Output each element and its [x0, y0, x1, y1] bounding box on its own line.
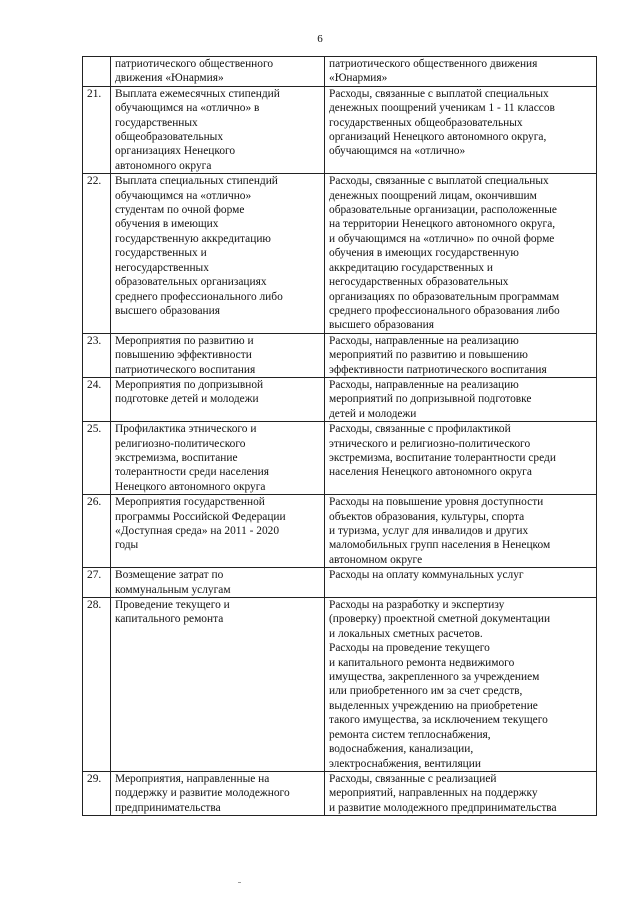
expense-description-line: мероприятий по развитию и повышению — [329, 349, 528, 362]
row-number-cell — [83, 333, 111, 377]
table-row — [83, 422, 597, 495]
item-name-line: обучающимся на «отлично» в — [115, 102, 260, 115]
expense-description-line: Расходы на проведение текущего — [329, 642, 490, 655]
item-name-line: высшего образования — [115, 304, 220, 317]
row-number: 27. — [87, 569, 102, 582]
expense-description-line: организаций Ненецкого автономного округа, — [329, 131, 547, 144]
expense-description-cell — [325, 57, 597, 87]
expense-description-line: и капитального ремонта недвижимого — [329, 656, 515, 669]
item-name-line: Мероприятия по допризывной — [115, 378, 264, 391]
expense-description-cell — [325, 568, 597, 598]
expense-description-cell — [325, 377, 597, 421]
expense-description-line: денежных поощрений ученикам 1 - 11 классов — [329, 102, 555, 115]
table-row — [83, 495, 597, 568]
expense-description-line: на территории Ненецкого автономного округа, — [329, 218, 556, 231]
expense-description-line: «Юнармия» — [329, 72, 388, 85]
expense-description-line: такого имущества, за исключением текущего — [329, 714, 548, 727]
row-number-cell — [83, 57, 111, 87]
table-row — [83, 174, 597, 333]
item-name-line: патриотического общественного — [115, 58, 274, 70]
item-name-cell — [111, 495, 325, 568]
expense-description-line: выделенных учреждению на приобретение — [329, 699, 538, 712]
item-name-line: среднего профессионального либо — [115, 290, 283, 303]
row-number: 23. — [87, 334, 102, 347]
row-number-cell — [83, 568, 111, 598]
expense-description-line: Расходы, связанные с профилактикой — [329, 423, 511, 436]
row-number-cell — [83, 771, 111, 815]
item-name-line: капитального ремонта — [115, 613, 224, 626]
expense-description-line: негосударственных образовательных — [329, 276, 509, 289]
expense-description-line: аккредитацию государственных и — [329, 261, 494, 274]
expense-description-line: Расходы на оплату коммунальных услуг — [329, 569, 524, 582]
expense-description-line: и развитие молодежного предпринимательства — [329, 801, 557, 814]
row-number-cell — [83, 174, 111, 333]
row-number-cell — [83, 422, 111, 495]
expense-description-line: электроснабжения, вентиляции — [329, 757, 481, 770]
expense-description-line: патриотического общественного движения — [329, 58, 538, 70]
item-name-line: Мероприятия по развитию и — [115, 334, 254, 347]
expense-description-line: организациях по образовательным программам — [329, 290, 560, 303]
item-name-line: государственную аккредитацию — [115, 232, 271, 245]
expense-description-line: объектов образования, культуры, спорта — [329, 510, 525, 523]
item-name-line: государственных и — [115, 247, 207, 260]
item-name-cell — [111, 57, 325, 87]
table-row — [83, 377, 597, 421]
item-name-line: предпринимательства — [115, 801, 221, 814]
item-name-line: религиозно-политического — [115, 437, 246, 450]
row-number: 22. — [87, 175, 102, 188]
expense-description-cell — [325, 771, 597, 815]
item-name-line: экстремизма, воспитание — [115, 451, 238, 464]
row-number: 26. — [87, 496, 102, 509]
expense-description-line: государственных общеобразовательных — [329, 116, 523, 129]
expense-description-line: или приобретенного им за счет средств, — [329, 685, 523, 698]
row-number-cell — [83, 598, 111, 772]
expense-description-line: и локальных сметных расчетов. — [329, 627, 483, 640]
expense-description-cell — [325, 86, 597, 173]
expense-table — [82, 56, 597, 816]
item-name-line: «Доступная среда» на 2011 - 2020 — [115, 525, 280, 537]
expense-description-line: автономном округе — [329, 553, 423, 566]
item-name-line: Ненецкого автономного округа — [115, 480, 266, 493]
item-name-line: Мероприятия, направленные на — [115, 772, 270, 785]
item-name-line: организациях Ненецкого — [115, 145, 236, 158]
table-row — [83, 771, 597, 815]
row-number: 28. — [87, 599, 102, 612]
item-name-cell — [111, 422, 325, 495]
expense-description-line: эффективности патриотического воспитания — [329, 363, 547, 376]
page-number: 6 — [317, 33, 323, 45]
item-name-line: толерантности среди населения — [115, 466, 269, 479]
expense-description-line: водоснабжения, канализации, — [329, 743, 474, 756]
item-name-cell — [111, 333, 325, 377]
item-name-cell — [111, 86, 325, 173]
row-number-cell — [83, 495, 111, 568]
expense-table-body — [83, 57, 597, 816]
item-name-line: автономного округа — [115, 159, 212, 172]
expense-description-line: высшего образования — [329, 319, 434, 332]
item-name-line: образовательных организациях — [115, 276, 267, 289]
expense-description-line: (проверку) проектной сметной документации — [329, 613, 551, 626]
expense-description-line: обучающимся на «отлично» — [329, 145, 466, 158]
expense-description-cell — [325, 495, 597, 568]
expense-description-line: этнического и религиозно-политического — [329, 437, 531, 450]
expense-description-line: детей и молодежи — [329, 407, 417, 420]
row-number: 21. — [87, 87, 102, 100]
expense-description-line: Расходы на повышение уровня доступности — [329, 496, 544, 509]
row-number: 24. — [87, 378, 102, 391]
row-number-cell — [83, 86, 111, 173]
item-name-cell — [111, 771, 325, 815]
item-name-line: годы — [115, 539, 139, 552]
item-name-line: движения «Юнармия» — [115, 72, 224, 85]
item-name-line: Проведение текущего и — [115, 599, 230, 612]
item-name-line: обучающимся на «отлично» — [115, 189, 252, 202]
table-row — [83, 57, 597, 87]
item-name-line: государственных — [115, 116, 198, 129]
expense-description-line: денежных поощрений лицам, окончившим — [329, 189, 537, 202]
item-name-line: студентам по очной форме — [115, 204, 245, 217]
item-name-line: патриотического воспитания — [115, 363, 256, 376]
item-name-cell — [111, 598, 325, 772]
expense-description-line: и туризма, услуг для инвалидов и других — [329, 525, 529, 537]
expense-description-line: населения Ненецкого автономного округа — [329, 466, 532, 479]
row-number: 25. — [87, 423, 102, 436]
expense-description-cell — [325, 422, 597, 495]
expense-description-line: и обучающимся на «отлично» по очной форме — [329, 232, 555, 245]
expense-description-line: экстремизма, воспитание толерантности среди — [329, 451, 556, 464]
expense-description-line: Расходы, направленные на реализацию — [329, 334, 519, 347]
item-name-line: Выплата специальных стипендий — [115, 175, 278, 188]
expense-description-line: Расходы, связанные с реализацией — [329, 772, 497, 785]
expense-description-line: обучения в имеющих государственную — [329, 247, 519, 260]
expense-description-line: имущества, закрепленного за учреждением — [329, 671, 540, 684]
expense-description-line: мероприятий, направленных на поддержку — [329, 787, 538, 800]
expense-description-cell — [325, 174, 597, 333]
item-name-line: Выплата ежемесячных стипендий — [115, 87, 280, 100]
item-name-cell — [111, 568, 325, 598]
table-row — [83, 598, 597, 772]
row-number: 29. — [87, 772, 102, 785]
table-row — [83, 86, 597, 173]
item-name-line: негосударственных — [115, 261, 209, 274]
item-name-cell — [111, 174, 325, 333]
item-name-line: Возмещение затрат по — [115, 569, 224, 582]
item-name-line: программы Российской Федерации — [115, 510, 286, 523]
scan-speck — [238, 882, 241, 883]
expense-description-cell — [325, 598, 597, 772]
expense-description-line: ремонта систем теплоснабжения, — [329, 728, 491, 741]
table-row — [83, 333, 597, 377]
item-name-line: Профилактика этнического и — [115, 423, 257, 436]
expense-description-line: Расходы на разработку и экспертизу — [329, 599, 505, 612]
item-name-line: повышению эффективности — [115, 349, 252, 362]
item-name-cell — [111, 377, 325, 421]
item-name-line: подготовке детей и молодежи — [115, 393, 259, 406]
expense-description-line: Расходы, направленные на реализацию — [329, 378, 519, 391]
expense-description-line: мероприятий по допризывной подготовке — [329, 393, 532, 406]
expense-description-line: маломобильных групп населения в Ненецком — [329, 539, 551, 552]
row-number-cell — [83, 377, 111, 421]
table-row — [83, 568, 597, 598]
expense-description-line: Расходы, связанные с выплатой специальных — [329, 175, 549, 188]
item-name-line: общеобразовательных — [115, 131, 224, 144]
expense-description-line: образовательные организации, расположенные — [329, 204, 557, 217]
expense-description-cell — [325, 333, 597, 377]
item-name-line: Мероприятия государственной — [115, 496, 265, 509]
expense-description-line: среднего профессионального образования либо — [329, 304, 560, 317]
item-name-line: поддержку и развитие молодежного — [115, 787, 290, 800]
expense-description-line: Расходы, связанные с выплатой специальных — [329, 87, 549, 100]
item-name-line: коммунальным услугам — [115, 583, 231, 596]
item-name-line: обучения в имеющих — [115, 218, 219, 231]
